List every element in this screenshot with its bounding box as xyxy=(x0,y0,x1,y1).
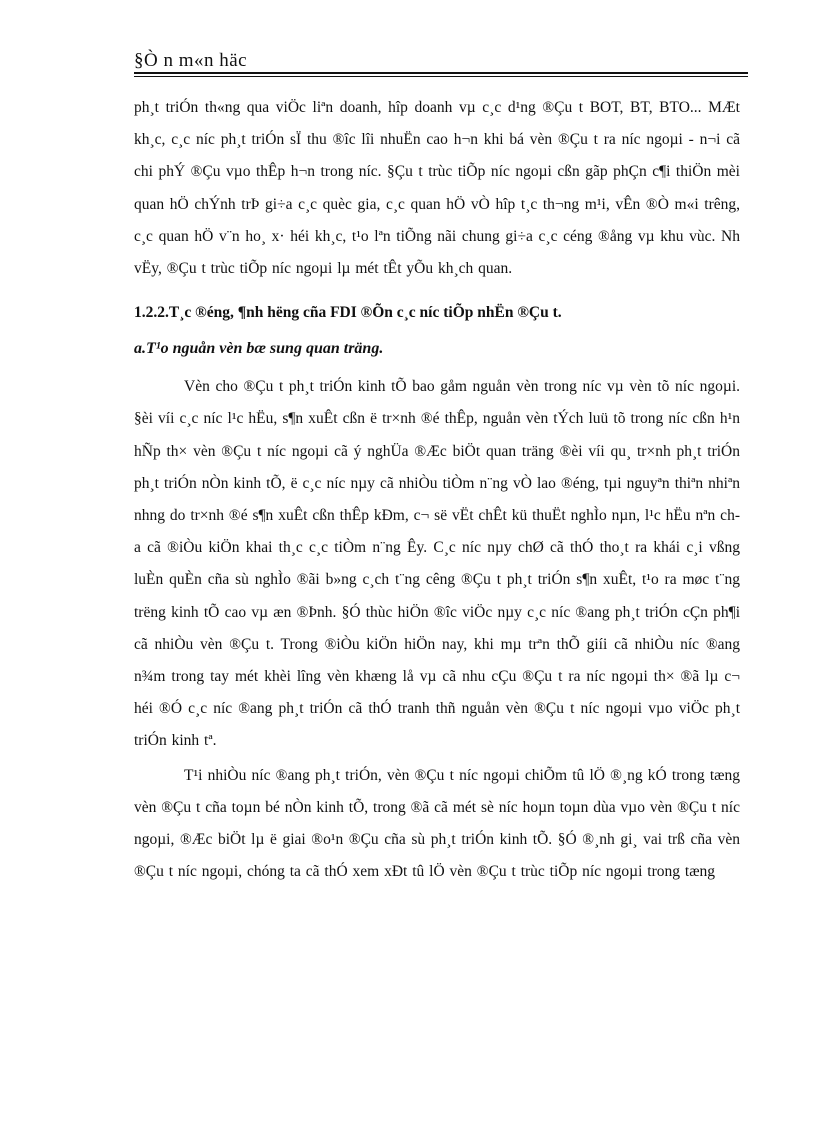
body-content xyxy=(134,92,740,888)
header-rule-thin xyxy=(134,76,748,77)
paragraph-2: Vèn cho ®Çu t ph¸t triÓn kinh tÕ bao gåm nguån vèn trong níc vµ vèn tõ níc ngoµi. §èi víi c¸c níc l¹c hËu, s¶n xuÊt cßn ë tr×nh ®é thÊp, nguån vèn tÝch luü tõ trong níc cßn h¹n hÑp th× vèn ®Çu t níc ngoµi cã ý nghÜa ®Æc biÖt quan träng ®èi víi qu¸ tr×nh ph¸t triÓn ph¸t triÓn nÒn kinh tÕ, ë c¸c níc nµy cã nhiÒu tiÒm n¨ng vÒ lao ®éng, tµi nguyªn thiªn nhiªn nhng do tr×nh ®é s¶n xuÊt cßn thÊp kÐm, c¬ së vËt chÊt kü thuËt nghÌo nµn, l¹c hËu nªn cha cã ®iÒu kiÖn khai th¸c c¸c tiÒm n¨ng Êy. C¸c níc nµy chØ cã thÓ tho¸t ra khái c¸i vßng luÈn quÈn cña sù nghÌo ®ãi b»ng c¸ch t¨ng cêng ®Çu t ph¸t triÓn s¶n xuÊt, t¹o ra møc t¨ng trëng kinh tÕ cao vµ æn ®Þnh. §Ó thùc hiÖn ®îc viÖc nµy c¸c níc ®ang ph¸t triÓn cÇn ph¶i cã nhiÒu vèn ®Çu t. Trong ®iÒu kiÖn hiÖn nay, khi mµ trªn thÕ giíi cã nhiÒu níc ®ang n¾m trong tay mét khèi lîng vèn khæng lå vµ cã nhu cÇu ®Çu t ra níc ngoµi th× ®ã lµ c¬ héi ®Ó c¸c níc ®ang ph¸t triÓn cã thÓ tranh thñ nguån vèn ®Çu t níc ngoµi vµo viÖc ph¸t triÓn kinh tª. xyxy=(134,378,740,750)
paragraph-1: ph¸t triÓn th«ng qua viÖc liªn doanh, hîp doanh vµ c¸c d¹ng ®Çu t BOT, BT, BTO... MÆt kh¸c, c¸c níc ph¸t triÓn sÏ thu ®îc lîi nhuËn cao h¬n khi bá vèn ®Çu t ra níc ngoµi - n¬i cã chi phÝ ®Çu vµo thÊp h¬n trong níc. §Çu t trùc tiÕp níc ngoµi cßn gãp phÇn c¶i thiÖn mèi quan hÖ chÝnh trÞ gi÷a c¸c quèc gia, c¸c quan hÖ vÒ hîp t¸c th¬ng m¹i, vÊn ®Ò m«i trêng, c¸c quan hÖ v¨n ho¸ x· héi kh¸c, t¹o lªn tiÕng nãi chung gi÷a c¸c céng ®ång vµ khu vùc. Nh vËy, ®Çu t trùc tiÕp níc ngoµi lµ mét tÊt yÕu kh¸ch quan. xyxy=(134,99,740,278)
subsection-heading: a.T¹o nguån vèn bæ sung quan träng. xyxy=(134,340,384,358)
running-header xyxy=(134,50,748,74)
paragraph-3: T¹i nhiÒu níc ®ang ph¸t triÓn, vèn ®Çu t níc ngoµi chiÕm tû lÖ ®¸ng kÓ trong tæng vèn ®Çu t cña toµn bé nÒn kinh tÕ, trong ®ã cã mét sè níc hoµn toµn dùa vµo vèn ®Çu t níc ngoµi, ®Æc biÖt lµ ë giai ®o¹n ®Çu cña sù ph¸t triÓn kinh tÕ. §Ó ®¸nh gi¸ vai trß cña vèn ®Çu t níc ngoµi, chóng ta cã thÓ xem xÐt tû lÖ vèn ®Çu t trùc tiÕp níc ngoµi trong tæng xyxy=(134,766,740,881)
section-heading: 1.2.2.T¸c ®éng, ¶nh hëng cña FDI ®Õn c¸c níc tiÕp nhËn ®Çu t. xyxy=(134,304,562,322)
header-title: §Ò n m«n häc xyxy=(134,50,248,71)
header-rule-thick xyxy=(134,72,748,74)
